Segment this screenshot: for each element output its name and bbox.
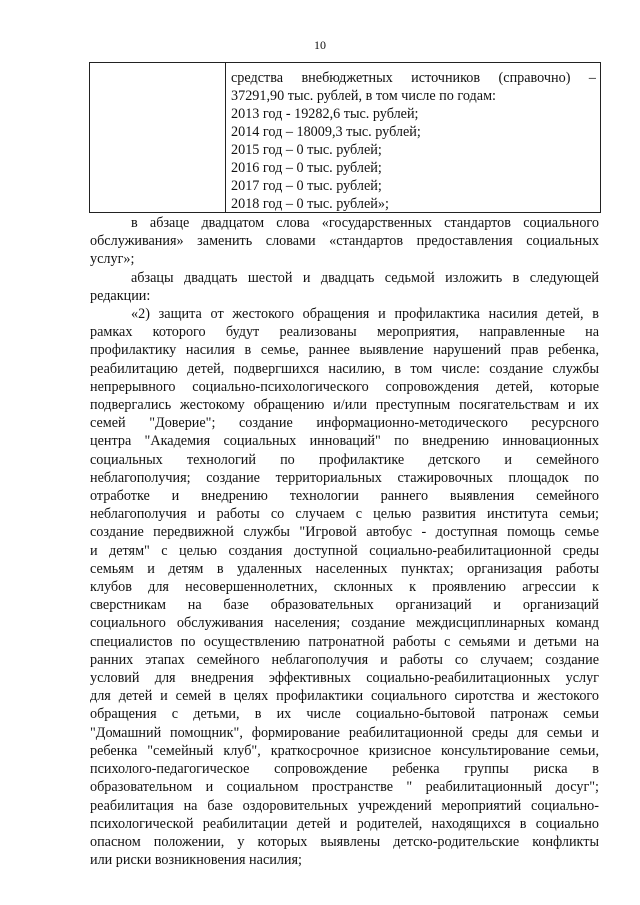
financing-table: [89, 62, 601, 213]
page-number: 10: [314, 38, 326, 52]
financing-cell: [231, 69, 596, 213]
paragraph-line: обращения с детьми, в их числе социально-бытовой патронаж семьи: [90, 706, 599, 723]
paragraph-line: клубов для несовершеннолетних, склонных к проявлению агрессии к: [90, 579, 599, 596]
paragraph-line: профилактику насилия в семье, раннее выявление нарушений прав ребенка,: [90, 342, 599, 359]
paragraph-line: обслуживания» заменить словами «стандартов предоставления социальных: [90, 233, 599, 250]
paragraph-line: «2) защита от жестокого обращения и профилактика насилия детей, в: [131, 306, 599, 323]
paragraph-line: отработке и внедрению технологии раннего выявления семейного: [90, 488, 599, 505]
paragraph-line: образовательном и социальном пространстве " реабилитационный досуг";: [90, 779, 599, 796]
paragraph-line: социальных технологий по профилактике детского и семейного: [90, 451, 599, 468]
table-column-divider: [225, 63, 226, 212]
table-line: 2015 год – 0 тыс. рублей;: [231, 142, 382, 158]
paragraph-line: или риски возникновения насилия;: [90, 852, 302, 869]
paragraph-line: в абзаце двадцатом слова «государственных стандартов социального: [131, 215, 599, 231]
paragraph-line: реабилитация на базе оздоровительных учреждений мероприятий социально-: [90, 797, 599, 814]
paragraph-line: психологической реабилитации детей и родителей, находящихся в социально: [90, 815, 599, 832]
paragraph-line: социального обслуживания населения; создание междисциплинарных команд: [90, 615, 599, 632]
paragraph-line: неблагополучия и работы со случаем с целью развития института семьи;: [90, 506, 599, 523]
paragraph-line: неблагополучия; создание территориальных стажировочных площадок по: [90, 469, 599, 486]
paragraph-line: ребенка "семейный клуб", краткосрочное кризисное консультирование семьи,: [90, 742, 599, 759]
table-line: 2017 год – 0 тыс. рублей;: [231, 178, 382, 194]
paragraph-line: подвергались жестокому обращению и/или преступным посягательствам и их: [90, 397, 599, 414]
table-line: 2016 год – 0 тыс. рублей;: [231, 160, 382, 176]
paragraph-line: "Домашний помощник", формирование реабилитационной среды для семьи и: [90, 724, 599, 741]
paragraph-line: специалистов по осуществлению патронатной работы с семьями и детьми на: [90, 633, 599, 650]
paragraph-line: для детей и семей в целях профилактики социального сиротства и жестокого: [90, 688, 599, 705]
paragraph-line: сверстникам на базе образовательных организаций и организаций: [90, 597, 599, 614]
paragraph-line: и детям" с целью создания доступной социально-реабилитационной среды: [90, 542, 599, 559]
paragraph-line: абзацы двадцать шестой и двадцать седьмой изложить в следующей: [131, 269, 599, 286]
paragraph-line: условий для внедрения эффективных социально-реабилитационных услуг: [90, 670, 599, 687]
paragraph-line: непрерывного социально-психологического сопровождения детей, которые: [90, 378, 599, 395]
table-line: 2014 год – 18009,3 тыс. рублей;: [231, 124, 421, 140]
paragraph-line: рамках которого будут реализованы мероприятия, направленные на: [90, 324, 599, 341]
table-line: 37291,90 тыс. рублей, в том числе по годам:: [231, 88, 496, 104]
table-line: 2018 год – 0 тыс. рублей»;: [231, 196, 389, 212]
table-line: 2013 год - 19282,6 тыс. рублей;: [231, 106, 419, 122]
paragraph-line: центра "Академия социальных инноваций" по внедрению инновационных: [90, 433, 599, 450]
paragraph-line: редакции:: [90, 287, 151, 304]
body-text: [90, 214, 599, 869]
paragraph-line: опасном положении, у которых выявлены детско-родительские конфликты: [90, 833, 599, 850]
paragraph-line: семьям и детям в удаленных населенных пунктах; организация работы: [90, 560, 599, 577]
paragraph-line: ранних этапах семейного неблагополучия и работы со случаем; создание: [90, 651, 599, 668]
table-line: средства внебюджетных источников (справочно) –: [231, 70, 596, 86]
paragraph-line: реабилитацию детей, подвергшихся насилию, в том числе: создание службы: [90, 360, 599, 377]
paragraph-line: услуг»;: [90, 251, 135, 268]
paragraph-line: психолого-педагогическое сопровождение ребенка группы риска в: [90, 761, 599, 778]
paragraph-line: семей "Доверие"; создание информационно-методического ресурсного: [90, 415, 599, 432]
paragraph-line: создание передвижной службы "Игровой автобус - доступная помощь семье: [90, 524, 599, 541]
